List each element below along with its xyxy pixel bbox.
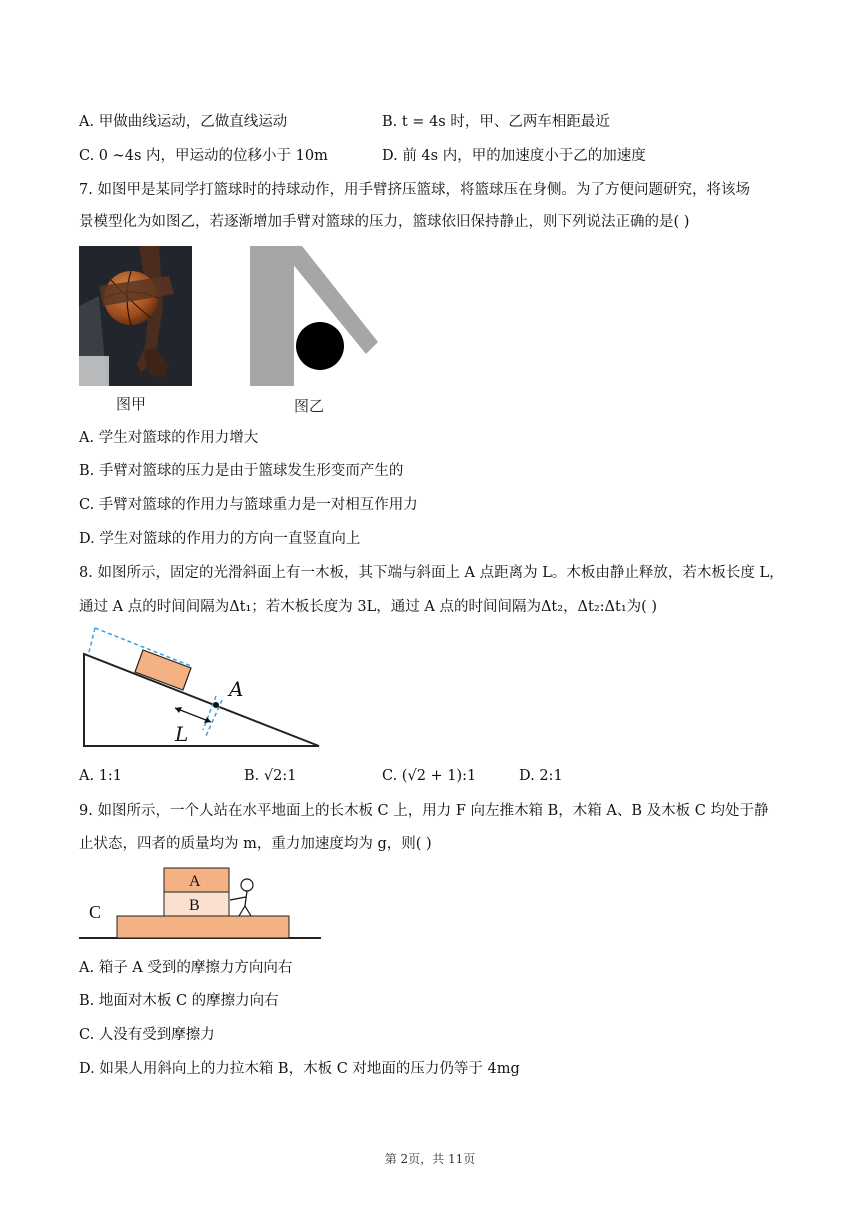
q7-caption-yi: 图乙	[294, 397, 325, 415]
q6-option-a: A. 甲做曲线运动，乙做直线运动	[79, 114, 288, 130]
q9-option-d: D. 如果人用斜向上的力拉木箱 B，木板 C 对地面的压力仍等于 4mg	[79, 1061, 520, 1077]
page-footer: 第 2页，共 11页	[384, 1152, 476, 1166]
q7-option-c: C. 手臂对篮球的作用力与篮球重力是一对相互作用力	[79, 497, 418, 513]
q7-option-b: B. 手臂对篮球的压力是由于篮球发生形变而产生的	[79, 463, 404, 479]
q9-box-b-label: B	[189, 897, 200, 914]
q9-stem-line2: 止状态，四者的质量均为 m，重力加速度均为 g，则( )	[79, 836, 432, 852]
q7-caption-jia: 图甲	[116, 395, 147, 413]
q7-option-a: A. 学生对篮球的作用力增大	[79, 430, 259, 446]
q7-stem-line1: 7. 如图甲是某同学打篮球时的持球动作，用手臂挤压篮球，将篮球压在身侧。为了方便问题研究，将该场	[79, 182, 750, 198]
q6-option-c: C. 0 ~4s 内，甲运动的位移小于 10m	[79, 148, 328, 164]
q9-stem-line1: 9. 如图所示，一个人站在水平地面上的长木板 C 上，用力 F 向左推木箱 B，木箱 A、B 及木板 C 均处于静	[79, 803, 769, 819]
q8-option-b: B. √2:1	[244, 768, 297, 784]
q7-option-d: D. 学生对篮球的作用力的方向一直竖直向上	[79, 531, 361, 547]
q8-option-a: A. 1:1	[79, 768, 123, 784]
q9-option-c: C. 人没有受到摩擦力	[79, 1027, 215, 1043]
person-figure	[230, 879, 253, 916]
q6-option-b: B. t = 4s 时，甲、乙两车相距最近	[382, 114, 610, 130]
q7-stem-line2: 景模型化为如图乙，若逐渐增加手臂对篮球的压力，篮球依旧保持静止，则下列说法正确的是( )	[79, 214, 690, 230]
q8-label-a: A	[229, 677, 244, 701]
q9-label-c: C	[89, 902, 102, 922]
q9-option-a: A. 箱子 A 受到的摩擦力方向向右	[79, 960, 293, 976]
q8-stem-line2: 通过 A 点的时间间隔为Δt₁；若木板长度为 3L，通过 A 点的时间间隔为Δt₂，Δt₂:Δt₁为( )	[79, 599, 658, 615]
q8-label-l: L	[175, 722, 189, 746]
q9-option-b: B. 地面对木板 C 的摩擦力向右	[79, 993, 279, 1009]
q8-stem-line1: 8. 如图所示，固定的光滑斜面上有一木板，其下端与斜面上 A 点距离为 L。木板由静止释放，若木板长度 L，	[79, 565, 784, 581]
q7-figure-yi	[250, 246, 380, 390]
q9-boxes-figure	[79, 866, 324, 942]
q8-option-d: D. 2:1	[519, 768, 563, 784]
q8-option-c: C. (√2 + 1):1	[382, 768, 477, 784]
q6-option-d: D. 前 4s 内，甲的加速度小于乙的加速度	[382, 148, 646, 164]
q7-figure-jia	[79, 246, 192, 386]
q9-box-a-label: A	[189, 873, 201, 890]
q8-incline-figure	[79, 626, 329, 752]
